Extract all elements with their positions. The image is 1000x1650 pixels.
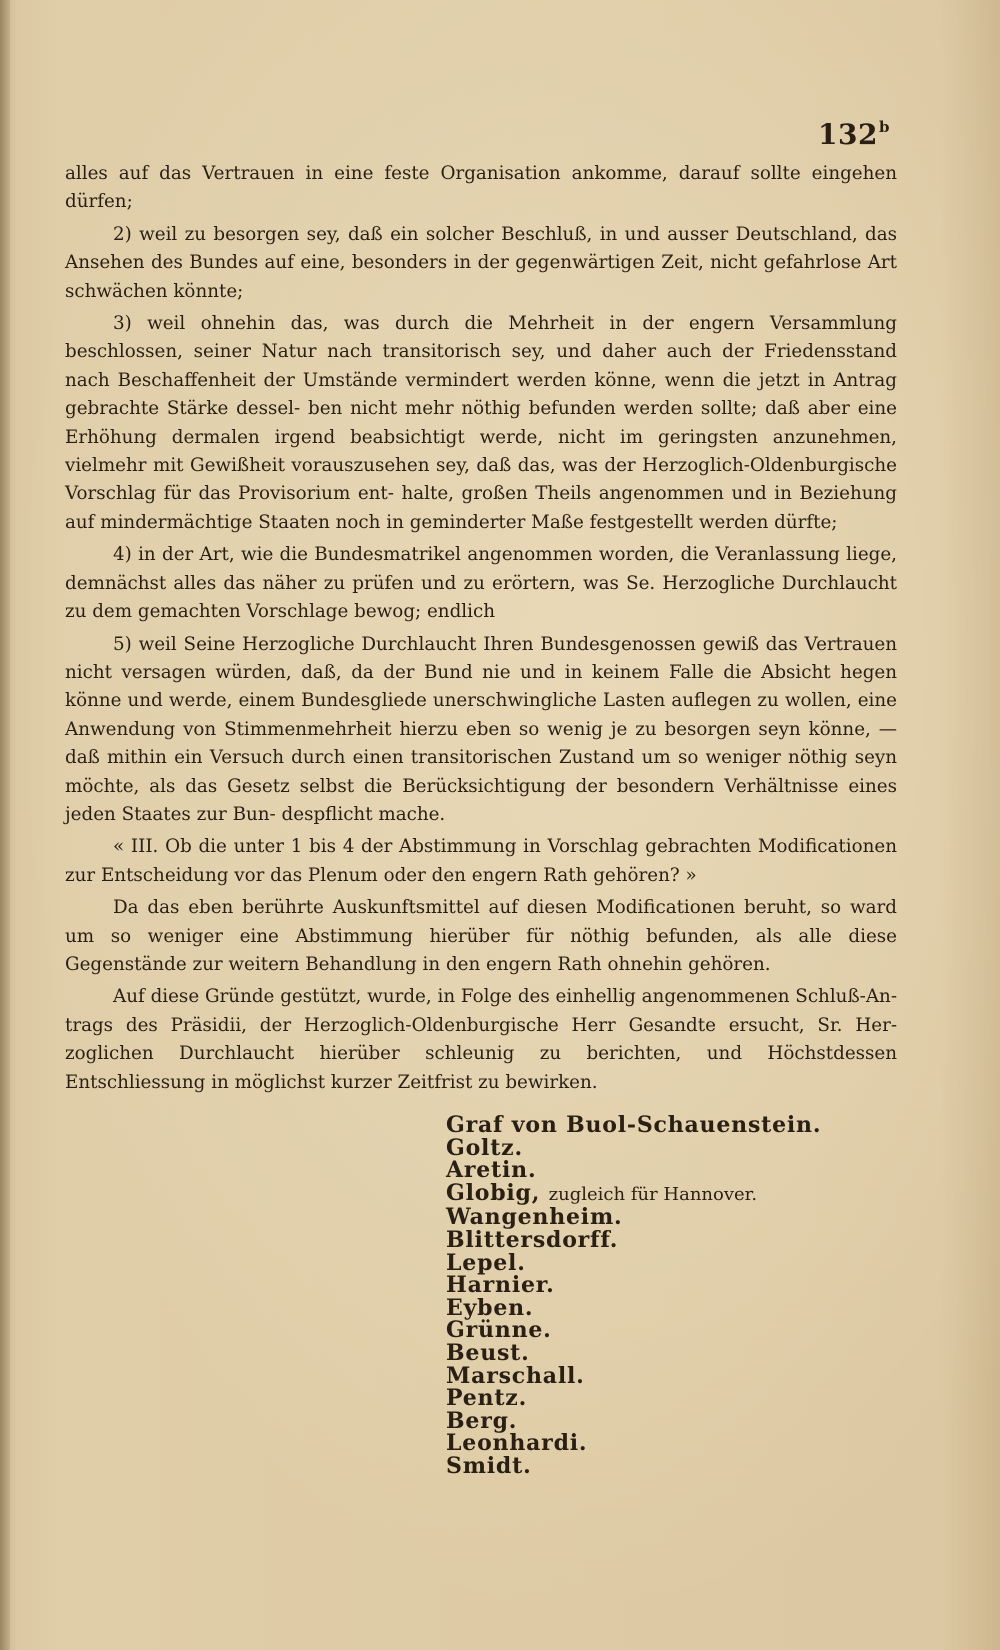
signatory-name: Aretin. <box>446 1157 537 1184</box>
signature-entry <box>446 1339 821 1366</box>
signature-entry <box>446 1432 821 1455</box>
page-number <box>818 118 890 151</box>
signatory-name: Globig, <box>446 1179 541 1206</box>
signatory-name: Leonhardi. <box>446 1430 588 1457</box>
signatory-name: Eyben. <box>446 1294 534 1321</box>
signature-entry <box>446 1452 821 1479</box>
page-number-suffix: b <box>879 118 890 136</box>
signature-entry <box>446 1226 821 1253</box>
signatory-name: Pentz. <box>446 1385 528 1412</box>
signature-entry <box>446 1362 821 1389</box>
signatory-name: Goltz. <box>446 1134 523 1161</box>
page-number-value: 132 <box>818 118 878 151</box>
paragraph: 3) weil ohnehin das, was durch die Mehrheit in der engern Versammlung beschlossen, seiner Natur nach transitorisch sey, und daher auch der Friedensstand nach Beschaffenheit der Umstände vermindert werden könne, wenn die jetzt in Antrag gebrachte Stärke dessel- ben nicht mehr nöthig befunden werden sollte; daß aber eine Erhöhung dermalen irgend beabsichtigt werde, nicht im geringsten anzunehmen, vielmehr mit Gewißheit vorauszusehen sey, daß das, was der Herzoglich-Oldenburgische Vorschlag für das Provisorium ent- halte, großen Theils angenommen und in Beziehung auf mindermächtige Staaten noch in geminderter Maße festgestellt werden dürfte; <box>65 313 897 533</box>
signature-entry <box>446 1249 821 1276</box>
paragraph: alles auf das Vertrauen in eine feste Organisation ankomme, darauf sollte eingehen dürfen; <box>65 163 897 213</box>
signatory-name: Harnier. <box>446 1272 555 1299</box>
paragraph: Da das eben berührte Auskunftsmittel auf diesen Modificationen beruht, so ward um so weniger eine Abstimmung hierüber für nöthig befunden, als alle diese Gegenstände zur weitern Behandlung in den engern Rath ohnehin gehören. <box>65 897 897 975</box>
signature-entry <box>446 1114 821 1137</box>
signatory-name: Beust. <box>446 1339 530 1366</box>
signatory-name: Lepel. <box>446 1249 526 1276</box>
signature-entry <box>446 1319 821 1342</box>
signature-entry <box>446 1387 821 1410</box>
paragraph: « III. Ob die unter 1 bis 4 der Abstimmung in Vorschlag gebrachten Modificationen zur Entscheidung vor das Plenum oder den engern Rath gehören? » <box>65 836 897 886</box>
paragraph: 2) weil zu besorgen sey, daß ein solcher Beschluß, in und ausser Deutschland, das Ansehen des Bundes auf eine, besonders in der gegenwärtigen Zeit, nicht gefahrlose Art schwächen könnte; <box>65 223 897 302</box>
signatory-note: zugleich für Hannover. <box>548 1183 758 1205</box>
paragraph: 4) in der Art, wie die Bundesmatrikel angenommen worden, die Veranlassung liege, demnächst alles das näher zu prüfen und zu erörtern, was Se. Herzogliche Durchlaucht zu dem gemachten Vorschlage bewog; endlich <box>65 544 897 623</box>
paragraph: Auf diese Gründe gestützt, wurde, in Folge des einhellig angenommenen Schluß-An- trags des Präsidii, der Herzoglich-Oldenburgische Herr Gesandte ersucht, Sr. Her- zoglichen Durchlaucht hierüber schleunig zu berichten, und Höchstdessen Entschliessung in möglichst kurzer Zeitfrist zu bewirken. <box>65 986 897 1093</box>
signatory-name: Wangenheim. <box>446 1204 623 1231</box>
signature-entry <box>446 1294 821 1321</box>
signature-entry <box>446 1179 821 1207</box>
signature-entry <box>446 1206 821 1229</box>
signatory-name: Berg. <box>446 1407 518 1434</box>
signature-entry <box>446 1407 821 1434</box>
signatory-name: Smidt. <box>446 1452 532 1479</box>
body-text <box>65 160 897 1101</box>
signatory-name: Grünne. <box>446 1317 552 1344</box>
signature-entry <box>446 1159 821 1182</box>
signatory-name: Graf von Buol-Schauenstein. <box>446 1112 822 1138</box>
signature-list <box>446 1114 821 1478</box>
paragraph: 5) weil Seine Herzogliche Durchlaucht Ihren Bundesgenossen gewiß das Vertrauen nicht versagen würden, daß, da der Bund nie und in keinem Falle die Absicht hegen könne und werde, einem Bundesgliede unerschwingliche Lasten auflegen zu wollen, eine Anwendung von Stimmenmehrheit hierzu eben so wenig je zu besorgen seyn könne, — daß mithin ein Versuch durch einen transitorischen Zustand um so weniger nöthig seyn möchte, als das Gesetz selbst die Berücksichtigung der besondern Verhältnisse eines jeden Staates zur Bun- despflicht mache. <box>65 633 897 825</box>
signature-entry <box>446 1134 821 1161</box>
page-binding-edge <box>0 0 10 1650</box>
signature-entry <box>446 1274 821 1297</box>
signatory-name: Blittersdorff. <box>446 1226 619 1253</box>
signatory-name: Marschall. <box>446 1362 585 1389</box>
